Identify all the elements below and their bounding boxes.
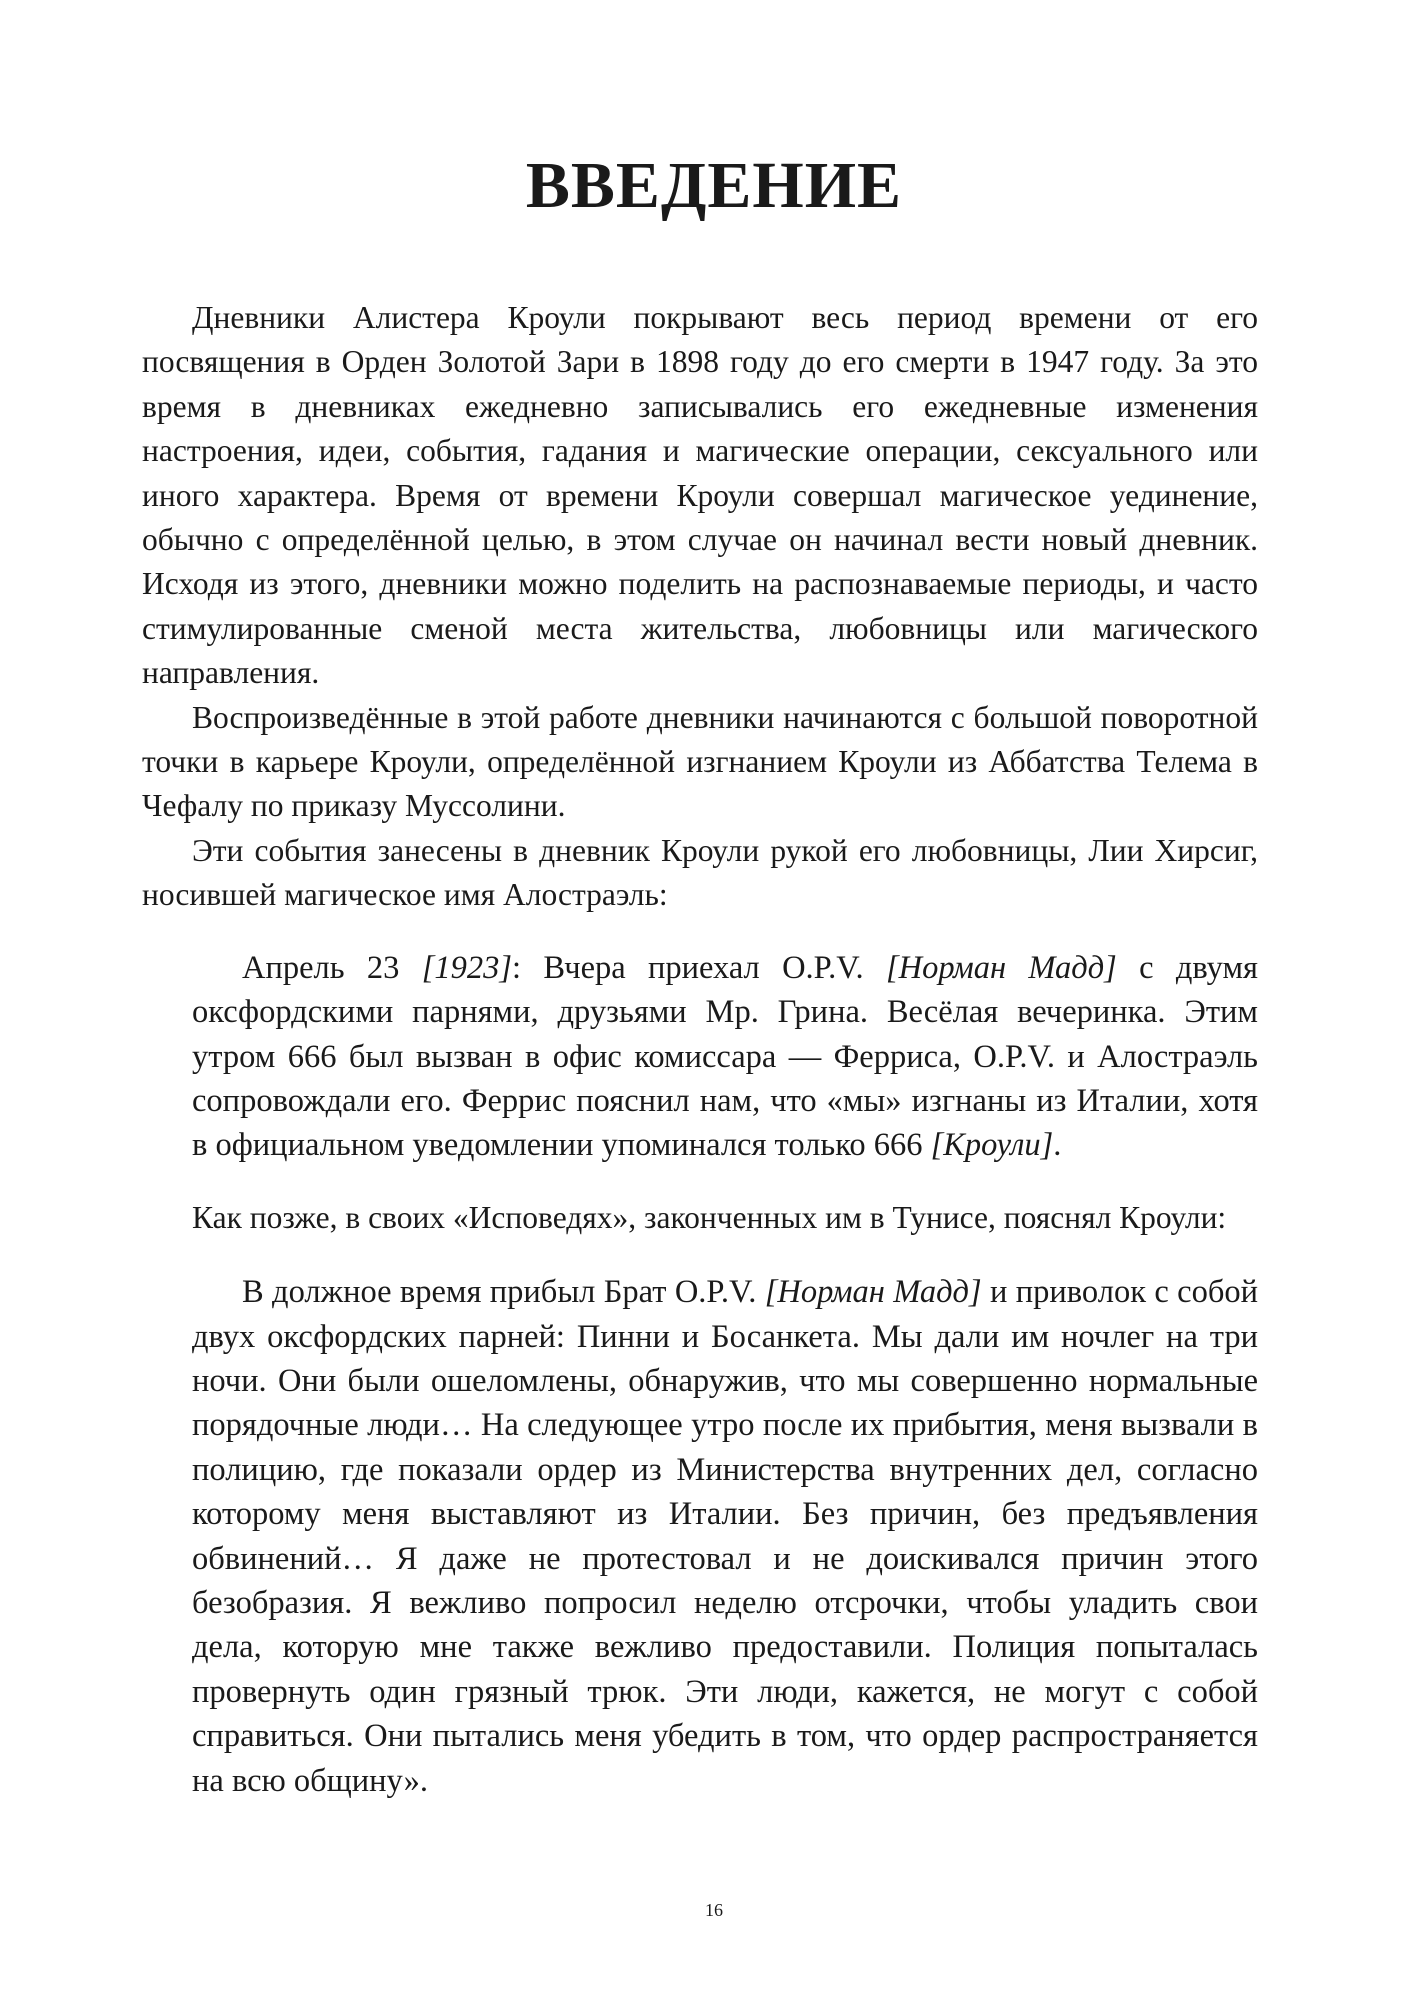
quote-text: Апрель 23	[242, 949, 422, 986]
editorial-note: [1923]	[421, 949, 513, 986]
confessions-quote	[142, 1270, 1258, 1803]
editorial-note: [Кроули]	[930, 1127, 1054, 1164]
paragraph-3: Эти события занесены в дневник Кроули рукой его любовницы, Лии Хирсиг, носившей магическое имя Алостраэль:	[142, 832, 1258, 913]
chapter-title: ВВЕДЕНИЕ	[525, 149, 903, 222]
editorial-note: [Норман Мадд]	[886, 949, 1117, 986]
diary-quote	[142, 946, 1258, 1168]
quote-text: с двумя оксфордскими парнями, друзьями Мр. Грина. Весёлая вечеринка. Этим утром 666 был вызван в офис комиссара — Ферриса, O.P.V. и Алостраэль сопровождали его. Феррис пояснил нам, что «мы» изгнаны из Италии, хотя в официальном уведомлении упоминался только 666	[192, 949, 1258, 1164]
quote-text: .	[1053, 1127, 1062, 1164]
quote-text: : Вчера приехал O.P.V.	[512, 949, 886, 986]
quote-text: и приволок с собой двух оксфордских парней: Пинни и Босанкета. Мы дали им ночлег на три ночи. Они были ошеломлены, обнаружив, что мы совершенно нормальные порядочные люди… На следующее утро после их прибытия, меня вызвали в полицию, где показали ордер из Министерства внутренних дел, согласно которому меня выставляют из Италии. Без причин, без предъявления обвинений… Я даже не протестовал и не доискивался причин этого безобразия. Я вежливо попросил неделю отсрочки, чтобы уладить свои дела, которую мне также вежливо предоставили. Полиция попыталась провернуть один грязный трюк. Эти люди, кажется, не могут с собой справиться. Они пытались меня убедить в том, что ордер распространяется на всю общину».	[192, 1274, 1258, 1799]
editorial-note: [Норман Мадд]	[764, 1274, 982, 1311]
quote-text: В должное время прибыл Брат O.P.V.	[242, 1274, 765, 1311]
page-number: 16	[705, 1900, 723, 1920]
paragraph-2: Воспроизведённые в этой работе дневники начинаются с большой поворотной точки в карьере Кроули, определённой изгнанием Кроули из Аббатства Телема в Чефалу по приказу Муссолини.	[142, 699, 1258, 824]
paragraph-1: Дневники Алистера Кроули покрывают весь период времени от его посвящения в Орден Золотой Зари в 1898 году до его смерти в 1947 году. За это время в дневниках ежедневно записывались его ежедневные изменения настроения, идеи, события, гадания и магические операции, сексуального или иного характера. Время от времени Кроули совершал магическое уединение, обычно с определённой целью, в этом случае он начинал вести новый дневник. Исходя из этого, дневники можно поделить на распознаваемые периоды, и часто стимулированные сменой места жительства, любовницы или магического направления.	[142, 300, 1258, 691]
chapter-body	[142, 296, 1258, 1831]
paragraph-4: Как позже, в своих «Исповедях», законченных им в Тунисе, пояснял Кроули:	[192, 1199, 1227, 1235]
